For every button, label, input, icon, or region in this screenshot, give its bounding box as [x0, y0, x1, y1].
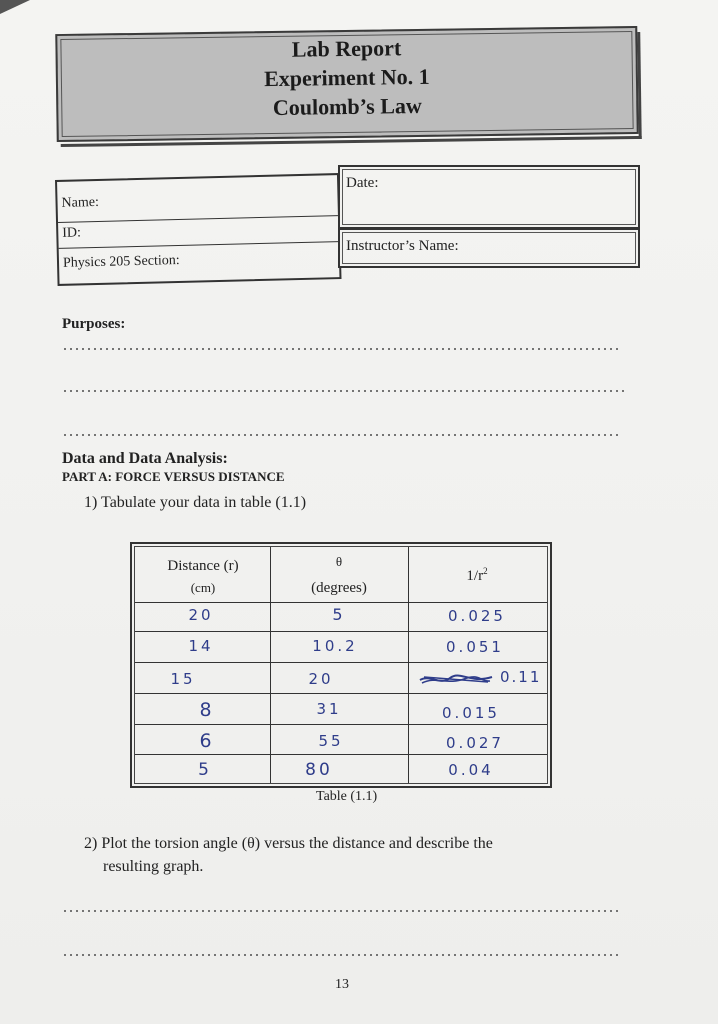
dotted-line: [62, 390, 626, 392]
section-label: Physics 205 Section:: [62, 252, 180, 271]
header-distance-unit: (cm): [190, 580, 216, 595]
date-box: [338, 165, 640, 229]
cell-inverse-r2: 0.04: [448, 761, 494, 779]
cell-theta: 31: [316, 700, 342, 718]
cell-theta: 20: [308, 670, 334, 688]
student-info-box: [55, 173, 342, 286]
dotted-line: [62, 910, 618, 912]
purposes-heading: Purposes:: [62, 316, 126, 332]
table-row-divider: [135, 602, 547, 603]
instruction-2-continued: resulting graph.: [103, 858, 204, 875]
instructor-label: Instructor’s Name:: [346, 238, 459, 254]
name-label: Name:: [61, 194, 100, 211]
date-label: Date:: [346, 175, 379, 191]
experiment-number: Experiment No. 1: [263, 63, 430, 92]
cell-distance: 6: [199, 730, 215, 752]
page-number: 13: [335, 977, 349, 992]
table-row-divider: [135, 662, 547, 663]
cell-inverse-r2: 0.015: [442, 704, 500, 722]
dotted-line: [62, 954, 622, 956]
cell-theta: 10.2: [312, 637, 358, 655]
id-label: ID:: [62, 225, 82, 241]
info-divider: [59, 241, 339, 249]
experiment-name: Coulomb’s Law: [272, 92, 422, 121]
info-divider: [58, 215, 338, 223]
table-row-divider: [135, 754, 547, 755]
table-row-divider: [135, 724, 547, 725]
table-row-divider: [135, 693, 547, 694]
cell-theta: 55: [318, 732, 344, 750]
cell-inverse-r2: 0.027: [446, 734, 504, 752]
corner-mark: [0, 0, 30, 14]
instructor-box: [338, 228, 640, 268]
cell-inverse-r2: 0.051: [446, 638, 504, 656]
instruction-2: 2) Plot the torsion angle (θ) versus the distance and describe the: [84, 835, 493, 852]
part-a-heading: PART A: FORCE VERSUS DISTANCE: [62, 469, 285, 484]
table-row-divider: [135, 631, 547, 632]
cell-distance: 8: [199, 699, 215, 721]
report-title: Lab Report: [291, 35, 402, 62]
title-banner: [55, 26, 638, 142]
instruction-1: 1) Tabulate your data in table (1.1): [84, 494, 307, 511]
cell-theta: 80: [305, 760, 333, 780]
crossed-out-value-scribble: [418, 672, 494, 688]
cell-theta: 5: [332, 605, 346, 624]
header-theta-unit: (degrees): [311, 580, 367, 596]
cell-distance: 5: [198, 760, 212, 780]
cell-inverse-r2: 0.025: [448, 607, 506, 625]
cell-inverse-r2: 0.11: [500, 668, 542, 686]
cell-distance: 14: [188, 637, 214, 655]
cell-distance: 15: [170, 670, 196, 688]
dotted-line: [62, 434, 622, 436]
table-caption: Table (1.1): [316, 789, 378, 804]
analysis-heading: Data and Data Analysis:: [62, 450, 228, 467]
header-inverse-r2: $1/r^2$: [466, 566, 488, 584]
header-theta: θ: [335, 554, 343, 569]
header-distance: Distance (r): [167, 558, 239, 574]
cell-distance: 20: [188, 606, 214, 624]
dotted-line: [62, 348, 622, 350]
